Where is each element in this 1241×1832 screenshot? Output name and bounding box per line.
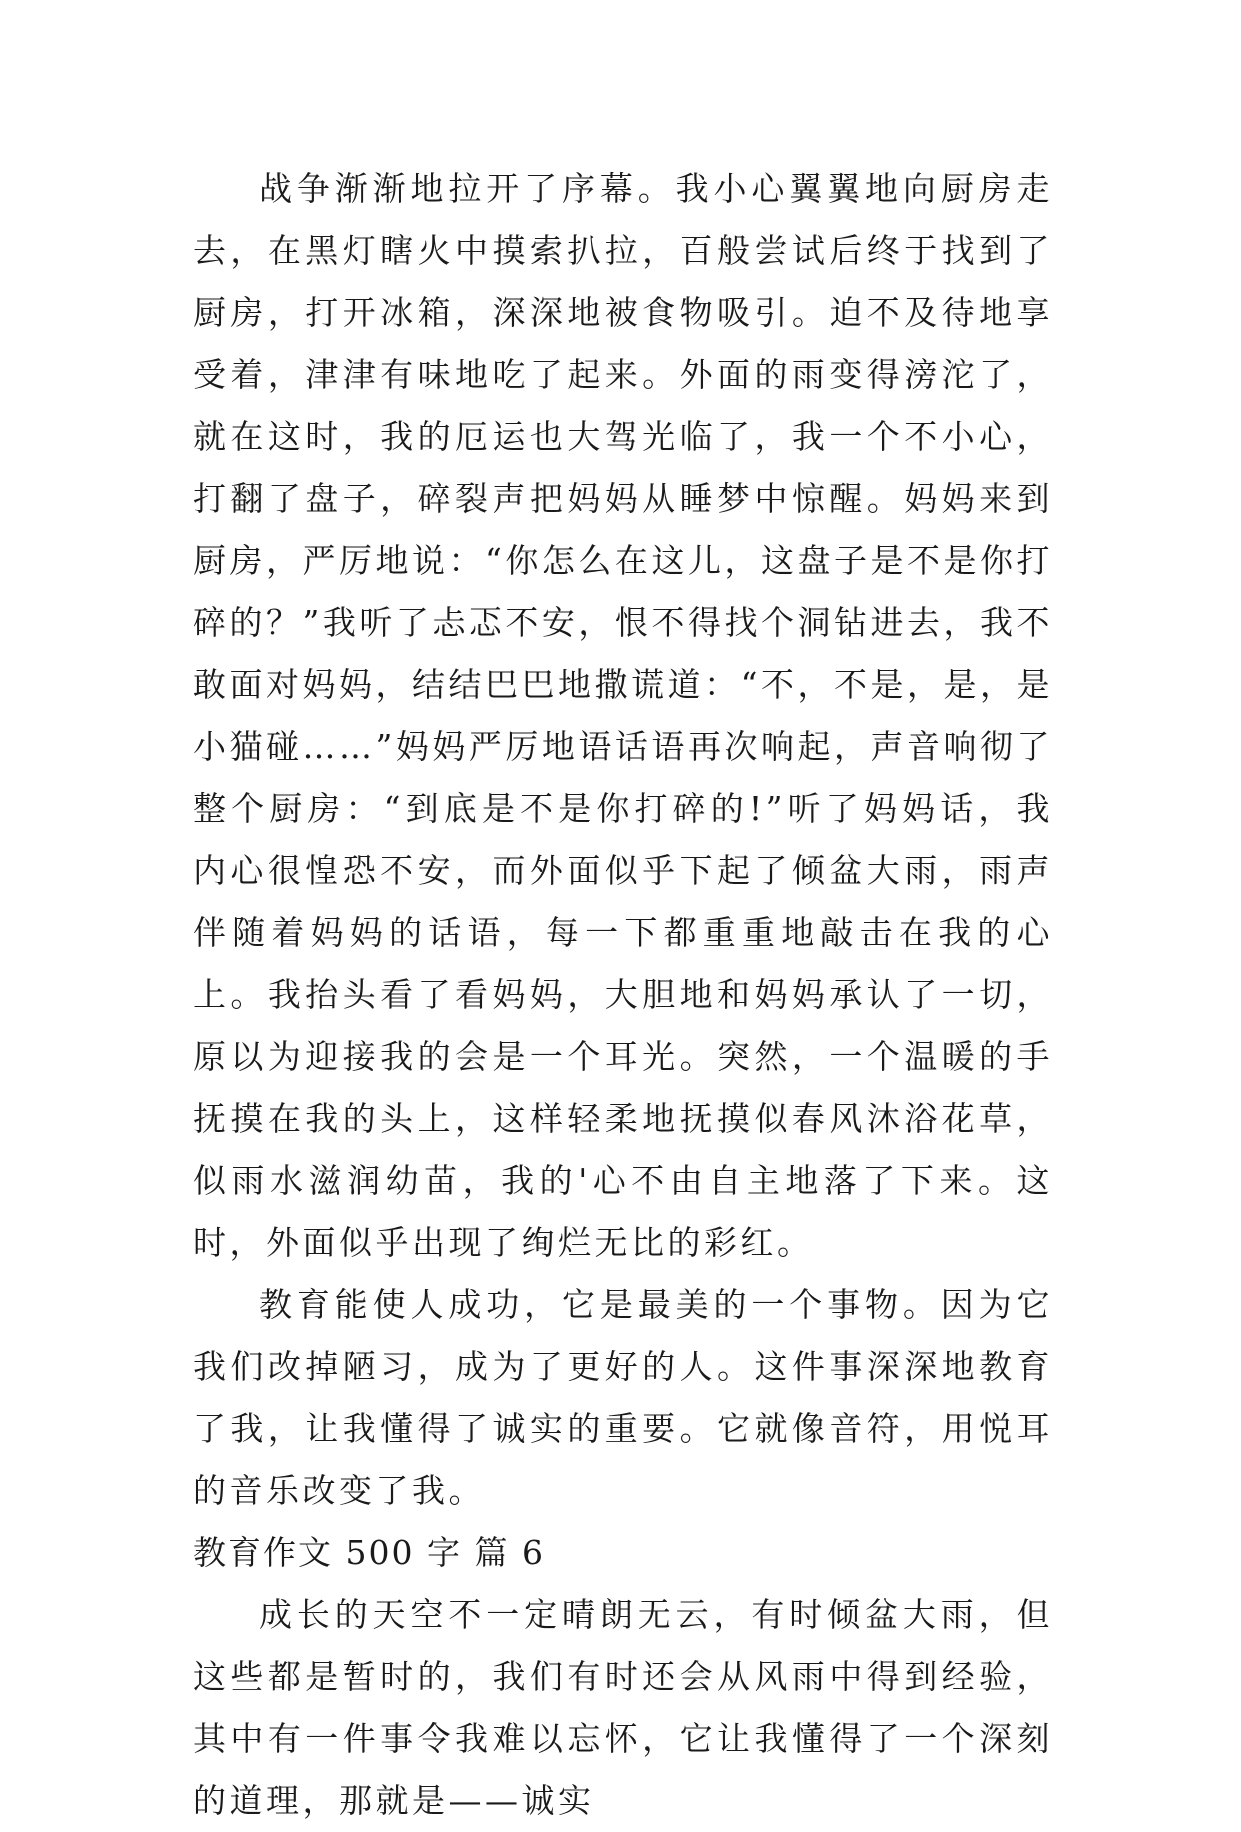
document-page <box>193 158 1053 1832</box>
paragraph-reflection: 教育能使人成功，它是最美的一个事物。因为它我们改掉陋习，成为了更好的人。这件事深深地教育了我，让我懂得了诚实的重要。它就像音符，用悦耳的音乐改变了我。 <box>193 1285 1053 1510</box>
paragraph-story: 战争渐渐地拉开了序幕。我小心翼翼地向厨房走去，在黑灯瞎火中摸索扒拉，百般尝试后终于找到了厨房，打开冰箱，深深地被食物吸引。迫不及待地享受着，津津有味地吃了起来。外面的雨变得滂沱了，就在这时，我的厄运也大驾光临了，我一个不小心，打翻了盘子，碎裂声把妈妈从睡梦中惊醒。妈妈来到厨房，严厉地说：“你怎么在这儿，这盘子是不是你打碎的？”我听了忐忑不安，恨不得找个洞钻进去，我不敢面对妈妈，结结巴巴地撒谎道：“不，不是，是，是小猫碰……”妈妈严厉地语话语再次响起，声音响彻了整个厨房：“到底是不是你打碎的!”听了妈妈话，我内心很惶恐不安，而外面似乎下起了倾盆大雨，雨声伴随着妈妈的话语，每一下都重重地敲击在我的心上。我抬头看了看妈妈，大胆地和妈妈承认了一切，原以为迎接我的会是一个耳光。突然，一个温暖的手抚摸在我的头上，这样轻柔地抚摸似春风沐浴花草，似雨水滋润幼苗，我的'心不由自主地落了下来。这时，外面似乎出现了绚烂无比的彩红。 <box>193 169 1053 1262</box>
paragraph-essay-6-intro: 成长的天空不一定晴朗无云，有时倾盆大雨，但这些都是暂时的，我们有时还会从风雨中得到经验，其中有一件事令我难以忘怀，它让我懂得了一个深刻的道理，那就是——诚实 <box>193 1595 1053 1820</box>
section-heading: 教育作文 500 字 篇 6 <box>193 1533 545 1572</box>
